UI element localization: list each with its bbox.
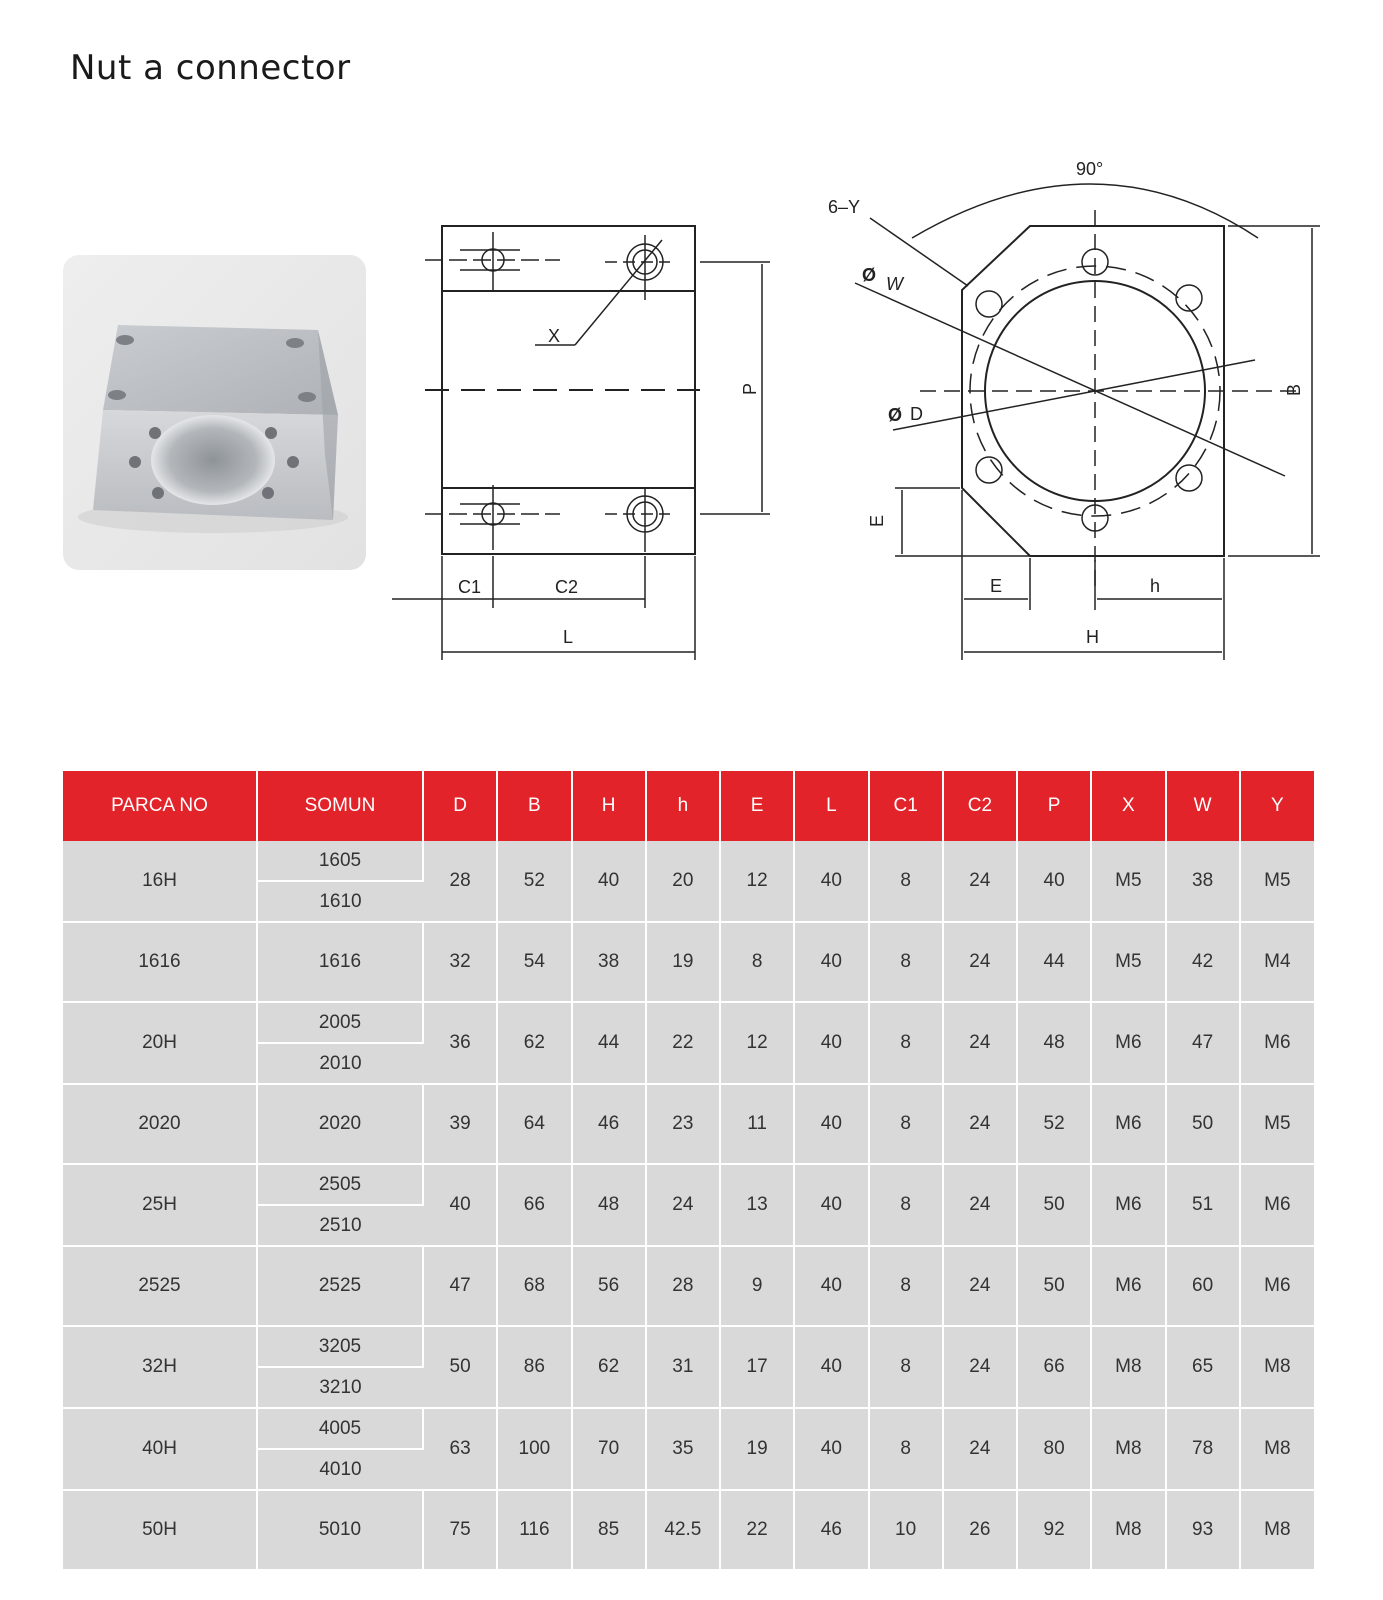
nut-cell: 2510 [257,1205,423,1246]
part-number-cell: 1616 [63,922,257,1002]
angle-label: 90° [1076,159,1104,179]
part-number-cell: 2525 [63,1246,257,1326]
column-header: D [423,771,497,841]
table-header-row [63,771,1314,841]
table-row [63,1326,1314,1367]
value-cell: 24 [943,1084,1017,1164]
value-cell: 9 [720,1246,794,1326]
nut-cell: 3210 [257,1367,423,1408]
value-cell: 116 [497,1490,571,1570]
value-cell: 48 [1017,1002,1091,1084]
value-cell: 42 [1166,922,1240,1002]
value-cell: M6 [1091,1084,1165,1164]
value-cell: 19 [646,922,720,1002]
value-cell: M5 [1240,841,1314,922]
value-cell: M6 [1240,1246,1314,1326]
value-cell: 50 [423,1326,497,1408]
value-cell: 56 [572,1246,646,1326]
value-cell: 8 [869,1002,943,1084]
holes-label: 6–Y [828,197,861,217]
value-cell: 68 [497,1246,571,1326]
column-header: PARCA NO [63,771,257,841]
value-cell: 93 [1166,1490,1240,1570]
column-header: h [646,771,720,841]
value-cell: 50 [1017,1246,1091,1326]
value-cell: 50 [1017,1164,1091,1246]
h-small-label: h [1150,576,1161,596]
value-cell: 31 [646,1326,720,1408]
w-diameter-symbol: Ø [862,265,877,285]
l-label: L [563,627,574,647]
nut-cell: 1605 [257,841,423,881]
value-cell: 65 [1166,1326,1240,1408]
value-cell: M4 [1240,922,1314,1002]
value-cell: 40 [794,1246,868,1326]
value-cell: 19 [720,1408,794,1490]
value-cell: 40 [794,922,868,1002]
value-cell: 24 [943,841,1017,922]
value-cell: 8 [869,1084,943,1164]
value-cell: 52 [1017,1084,1091,1164]
page-title: Nut a connector [70,48,351,88]
value-cell: 36 [423,1002,497,1084]
value-cell: 42.5 [646,1490,720,1570]
value-cell: 24 [943,1002,1017,1084]
value-cell: 24 [943,1246,1017,1326]
value-cell: M8 [1240,1490,1314,1570]
table-row [63,841,1314,881]
value-cell: 46 [794,1490,868,1570]
value-cell: 8 [869,1326,943,1408]
value-cell: 100 [497,1408,571,1490]
value-cell: 13 [720,1164,794,1246]
value-cell: 26 [943,1490,1017,1570]
value-cell: 40 [794,1408,868,1490]
value-cell: 66 [497,1164,571,1246]
value-cell: 40 [794,1084,868,1164]
table-row [63,1164,1314,1205]
value-cell: M6 [1240,1002,1314,1084]
value-cell: 35 [646,1408,720,1490]
table-row [63,922,1314,1002]
value-cell: 39 [423,1084,497,1164]
value-cell: 86 [497,1326,571,1408]
value-cell: 8 [869,1408,943,1490]
value-cell: 24 [943,1164,1017,1246]
value-cell: 48 [572,1164,646,1246]
part-number-cell: 50H [63,1490,257,1570]
value-cell: 40 [794,1326,868,1408]
value-cell: 20 [646,841,720,922]
value-cell: 22 [646,1002,720,1084]
value-cell: M6 [1240,1164,1314,1246]
nut-cell: 3205 [257,1326,423,1367]
value-cell: 8 [720,922,794,1002]
column-header: P [1017,771,1091,841]
b-label: B [1284,383,1304,396]
value-cell: 23 [646,1084,720,1164]
nut-cell: 4005 [257,1408,423,1449]
value-cell: 38 [572,922,646,1002]
value-cell: 44 [1017,922,1091,1002]
value-cell: M8 [1091,1408,1165,1490]
value-cell: 24 [943,922,1017,1002]
column-header: H [572,771,646,841]
value-cell: 44 [572,1002,646,1084]
value-cell: 64 [497,1084,571,1164]
nut-cell: 2020 [257,1084,423,1164]
value-cell: 32 [423,922,497,1002]
value-cell: 51 [1166,1164,1240,1246]
x-label: X [548,326,561,346]
value-cell: 80 [1017,1408,1091,1490]
value-cell: 52 [497,841,571,922]
value-cell: M5 [1240,1084,1314,1164]
value-cell: 40 [794,1002,868,1084]
column-header: E [720,771,794,841]
value-cell: 8 [869,1246,943,1326]
value-cell: 50 [1166,1084,1240,1164]
value-cell: 63 [423,1408,497,1490]
spec-table [63,771,1314,1571]
value-cell: 40 [423,1164,497,1246]
value-cell: 38 [1166,841,1240,922]
value-cell: 40 [794,1164,868,1246]
value-cell: 8 [869,841,943,922]
value-cell: 28 [423,841,497,922]
value-cell: 8 [869,922,943,1002]
part-number-cell: 25H [63,1164,257,1246]
e-label: E [990,576,1003,596]
part-number-cell: 40H [63,1408,257,1490]
c2-label: C2 [555,577,579,597]
value-cell: 12 [720,1002,794,1084]
value-cell: 66 [1017,1326,1091,1408]
value-cell: M8 [1240,1326,1314,1408]
value-cell: M8 [1091,1326,1165,1408]
value-cell: 11 [720,1084,794,1164]
column-header: C2 [943,771,1017,841]
value-cell: M5 [1091,841,1165,922]
nut-cell: 4010 [257,1449,423,1490]
value-cell: 8 [869,1164,943,1246]
value-cell: 62 [497,1002,571,1084]
value-cell: 70 [572,1408,646,1490]
table-row [63,1408,1314,1449]
value-cell: M6 [1091,1164,1165,1246]
table-row [63,1246,1314,1326]
value-cell: 28 [646,1246,720,1326]
d-label: D [910,404,923,424]
nut-cell: 2010 [257,1043,423,1084]
value-cell: 40 [572,841,646,922]
table-row [63,1490,1314,1570]
table-row [63,1002,1314,1043]
value-cell: 22 [720,1490,794,1570]
value-cell: 47 [423,1246,497,1326]
value-cell: 24 [943,1326,1017,1408]
nut-cell: 1616 [257,922,423,1002]
value-cell: 40 [1017,841,1091,922]
value-cell: 17 [720,1326,794,1408]
value-cell: 24 [646,1164,720,1246]
nut-cell: 2505 [257,1164,423,1205]
value-cell: M6 [1091,1246,1165,1326]
nut-cell: 2005 [257,1002,423,1043]
e-vertical-label: E [867,514,887,527]
value-cell: M8 [1240,1408,1314,1490]
value-cell: 60 [1166,1246,1240,1326]
value-cell: 75 [423,1490,497,1570]
column-header: X [1091,771,1165,841]
value-cell: M5 [1091,922,1165,1002]
value-cell: 78 [1166,1408,1240,1490]
column-header: SOMUN [257,771,423,841]
column-header: W [1166,771,1240,841]
column-header: L [794,771,868,841]
d-diameter-symbol: Ø [888,405,903,425]
value-cell: 10 [869,1490,943,1570]
value-cell: 40 [794,841,868,922]
value-cell: 46 [572,1084,646,1164]
column-header: B [497,771,571,841]
value-cell: 92 [1017,1490,1091,1570]
part-number-cell: 32H [63,1326,257,1408]
technical-drawing [0,0,1383,700]
part-number-cell: 20H [63,1002,257,1084]
part-number-cell: 2020 [63,1084,257,1164]
column-header: Y [1240,771,1314,841]
c1-label: C1 [458,577,482,597]
value-cell: 47 [1166,1002,1240,1084]
value-cell: 54 [497,922,571,1002]
column-header: C1 [869,771,943,841]
value-cell: 12 [720,841,794,922]
nut-cell: 2525 [257,1246,423,1326]
nut-cell: 5010 [257,1490,423,1570]
nut-cell: 1610 [257,881,423,922]
p-label: P [740,382,760,395]
value-cell: 24 [943,1408,1017,1490]
value-cell: 85 [572,1490,646,1570]
h-big-label: H [1086,627,1099,647]
value-cell: M6 [1091,1002,1165,1084]
w-label: W [886,274,903,294]
part-number-cell: 16H [63,841,257,922]
table-row [63,1084,1314,1164]
value-cell: M8 [1091,1490,1165,1570]
value-cell: 62 [572,1326,646,1408]
